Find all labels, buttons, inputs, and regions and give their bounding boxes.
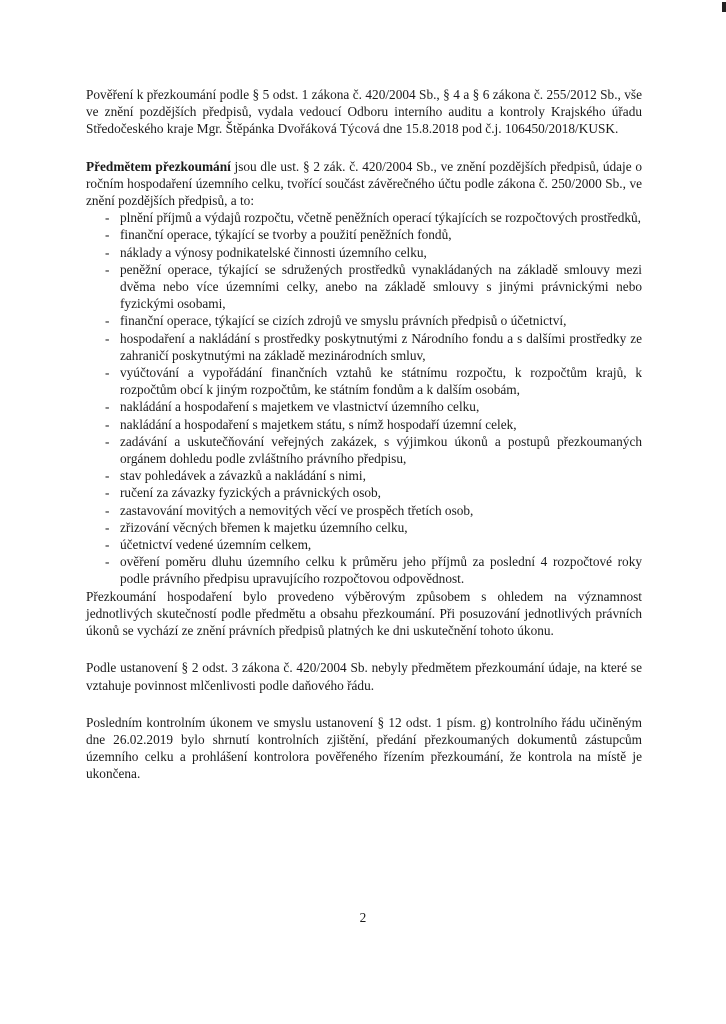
list-item-text: nakládání a hospodaření s majetkem státu, s nímž hospodaří územní celek, — [120, 416, 517, 432]
list-item-text: stav pohledávek a závazků a nakládání s nimi, — [120, 468, 366, 484]
list-dash: - — [105, 537, 110, 553]
list-item — [86, 244, 642, 261]
list-dash: - — [105, 227, 110, 243]
method-paragraph: Přezkoumání hospodaření bylo provedeno výběrovým způsobem s ohledem na významnost jednotlivých skutečností podle předmětu a obsahu přezkoumání. Při posuzování jednotlivých právních úkonů se vychází ze znění právních předpisů platných ke dni uskutečnění tohoto úkonu. — [86, 588, 642, 639]
list-item-text: vyúčtování a vypořádání finančních vztahů ke státnímu rozpočtu, k rozpočtům krajů, k rozpočtům obcí k jiným rozpočtům, ke státním fondům a k dalším osobám, — [120, 365, 642, 398]
subject-text: jsou dle ust. § 2 zák. č. 420/2004 Sb., ve znění pozdějších předpisů, údaje o ročním hospodaření územního celku, tvořící součást závěrečného účtu podle zákona č. 250/2000 Sb., ve znění pozdějších předpisů, a to: — [86, 158, 642, 209]
list-item-text: zastavování movitých a nemovitých věcí ve prospěch třetích osob, — [120, 502, 474, 518]
list-item-text: zřizování věcných břemen k majetku územního celku, — [120, 519, 408, 535]
list-item-text: náklady a výnosy podnikatelské činnosti územního celku, — [120, 244, 427, 260]
scan-edge-mark — [722, 2, 726, 12]
subject-heading: Předmětem přezkoumání — [86, 158, 231, 174]
list-dash: - — [105, 261, 110, 277]
list-dash: - — [105, 399, 110, 415]
page-content — [86, 86, 642, 783]
scope-list — [86, 209, 642, 587]
list-item — [86, 364, 642, 398]
final-act-paragraph: Posledním kontrolním úkonem ve smyslu ustanovení § 12 odst. 1 písm. g) kontrolního řádu učiněným dne 26.02.2019 bylo shrnutí kontrolních zjištění, předání přezkoumaných dokumentů zástupcům územního celku a prohlášení kontrolora pověřeného řízením přezkoumání, že kontrola na místě je ukončena. — [86, 714, 642, 782]
list-item-text: ověření poměru dluhu územního celku k průměru jeho příjmů za poslední 4 rozpočtové roky podle právního předpisu upravujícího rozpočtovou odpovědnost. — [120, 554, 642, 587]
list-dash: - — [105, 416, 110, 432]
list-dash: - — [105, 313, 110, 329]
list-dash: - — [105, 330, 110, 346]
list-item — [86, 502, 642, 519]
list-dash: - — [105, 433, 110, 449]
list-item-text: zadávání a uskutečňování veřejných zakázek, s výjimkou úkonů a postupů přezkoumaných orgánem dohledu podle zvláštního právního předpisu, — [120, 433, 642, 467]
list-item-text: finanční operace, týkající se cizích zdrojů ve smyslu právních předpisů o účetnictví, — [120, 313, 567, 329]
list-item-text: hospodaření a nakládání s prostředky poskytnutými z Národního fondu a s dalšími prostředky ze zahraničí poskytnutými na základě mezinárodních smluv, — [120, 330, 642, 363]
list-item — [86, 312, 642, 329]
list-item-text: nakládání a hospodaření s majetkem ve vlastnictví územního celku, — [120, 399, 480, 415]
list-dash: - — [105, 210, 110, 226]
list-item-text: ručení za závazky fyzických a právnických osob, — [120, 485, 382, 501]
list-dash: - — [105, 244, 110, 260]
list-item-text: peněžní operace, týkající se sdružených prostředků vynakládaných na základě smlouvy mezi dvěma nebo více územními celky, anebo na základě smlouvy s jinými právnickými nebo fyzickými osobami, — [120, 261, 642, 312]
confidentiality-paragraph: Podle ustanovení § 2 odst. 3 zákona č. 420/2004 Sb. nebyly předmětem přezkoumání údaje, na které se vztahuje povinnost mlčenlivosti podle daňového řádu. — [86, 660, 642, 693]
list-item — [86, 467, 642, 484]
list-item — [86, 398, 642, 415]
page-number: 2 — [359, 910, 367, 925]
list-item — [86, 433, 642, 467]
list-item — [86, 226, 642, 243]
list-item — [86, 519, 642, 536]
list-item-text: plnění příjmů a výdajů rozpočtu, včetně peněžních operací týkajících se rozpočtových prostředků, — [120, 210, 641, 226]
list-dash: - — [105, 468, 110, 484]
list-item — [86, 209, 642, 226]
list-item-text: finanční operace, týkající se tvorby a použití peněžních fondů, — [120, 227, 452, 243]
list-item — [86, 536, 642, 553]
list-item — [86, 261, 642, 313]
list-dash: - — [105, 554, 110, 570]
list-item — [86, 416, 642, 433]
authorization-paragraph: Pověření k přezkoumání podle § 5 odst. 1 zákona č. 420/2004 Sb., § 4 a § 6 zákona č. 255/2012 Sb., vše ve znění pozdějších předpisů, vydala vedoucí Odboru interního auditu a kontroly Krajského úřadu Středočeského kraje Mgr. Štěpánka Dvořáková Týcová dne 15.8.2018 pod č.j. 106450/2018/KUSK. — [86, 87, 642, 137]
list-dash: - — [105, 485, 110, 501]
list-dash: - — [105, 519, 110, 535]
subject-paragraph — [86, 158, 642, 210]
list-item-text: účetnictví vedené územním celkem, — [120, 537, 312, 553]
list-dash: - — [105, 365, 110, 381]
list-item — [86, 330, 642, 364]
list-item — [86, 553, 642, 587]
list-item — [86, 484, 642, 501]
list-dash: - — [105, 502, 110, 518]
